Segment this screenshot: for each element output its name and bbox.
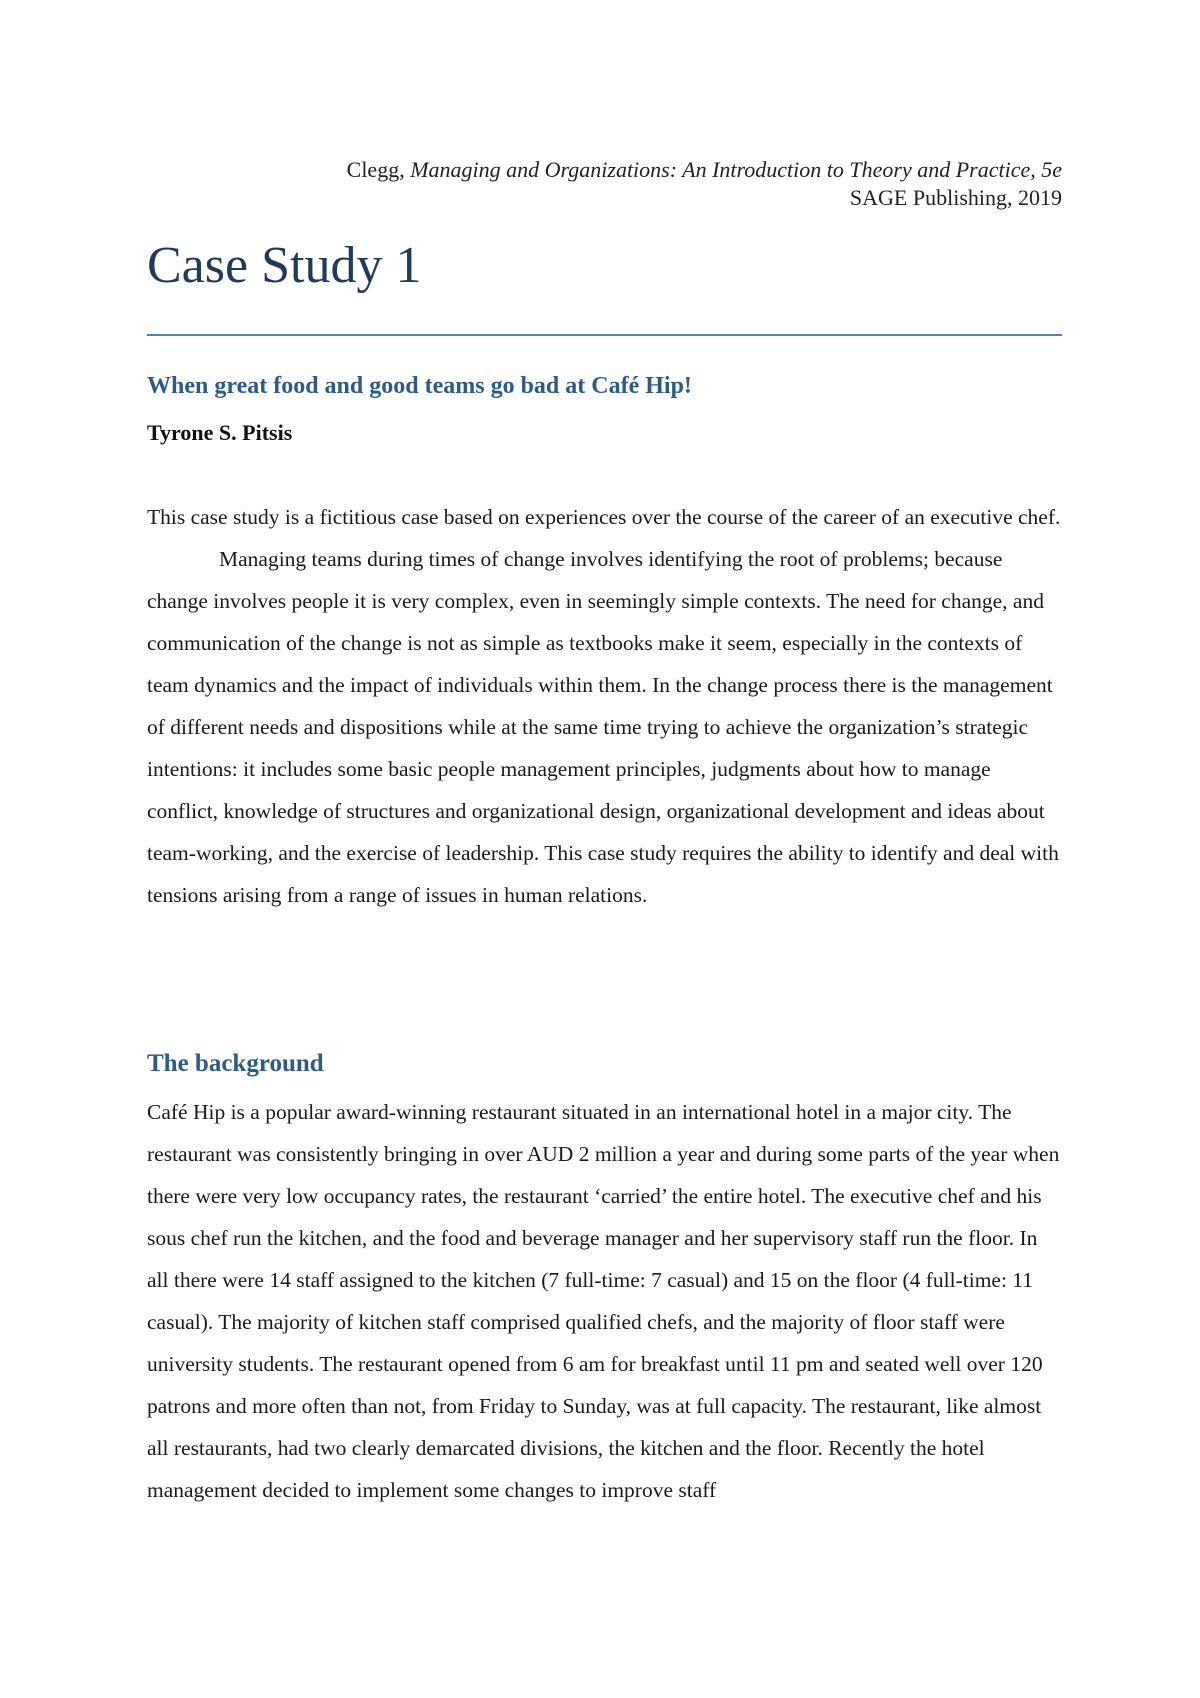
intro-section <box>147 496 1062 916</box>
citation-line-1 <box>347 156 1062 184</box>
background-paragraph: Café Hip is a popular award-winning restaurant situated in an international hotel in a major city. The restaurant was consistently bringing in over AUD 2 million a year and during some parts of the year when there were very low occupancy rates, the restaurant ‘carried’ the entire hotel. The executive chef and his sous chef run the kitchen, and the food and beverage manager and her supervisory staff run the floor. In all there were 14 staff assigned to the kitchen (7 full-time: 7 casual) and 15 on the floor (4 full-time: 11 casual). The majority of kitchen staff comprised qualified chefs, and the majority of floor staff were university students. The restaurant opened from 6 am for breakfast until 11 pm and seated well over 120 patrons and more often than not, from Friday to Sunday, was at full capacity. The restaurant, like almost all restaurants, had two clearly demarcated divisions, the kitchen and the floor. Recently the hotel management decided to implement some changes to improve staff <box>147 1100 1060 1502</box>
section-heading-background: The background <box>147 1050 324 1077</box>
title-divider <box>147 334 1062 336</box>
intro-paragraph-1: This case study is a fictitious case based on experiences over the course of the career of an executive chef. <box>147 505 1061 529</box>
citation-author: Clegg, <box>346 157 411 182</box>
intro-paragraph-2: Managing teams during times of change involves identifying the root of problems; because change involves people it is very complex, even in seemingly simple contexts. The need for change, and communication of the change is not as simple as textbooks make it seem, especially in the contexts of team dynamics and the impact of individuals within them. In the change process there is the management of different needs and dispositions while at the same time trying to achieve the organization’s strategic intentions: it includes some basic people management principles, judgments about how to manage conflict, knowledge of structures and organizational design, organizational development and ideas about team-working, and the exercise of leadership. This case study requires the ability to identify and deal with tensions arising from a range of issues in human relations. <box>147 547 1059 907</box>
author-name: Tyrone S. Pitsis <box>147 420 293 445</box>
background-section <box>147 1091 1062 1511</box>
citation-publisher: SAGE Publishing, 2019 <box>849 185 1062 210</box>
citation-book-title: Managing and Organizations: An Introduction to Theory and Practice, 5e <box>410 157 1062 182</box>
page-title: Case Study 1 <box>147 237 422 294</box>
citation-header <box>347 156 1062 212</box>
case-subtitle: When great food and good teams go bad at Café Hip! <box>147 373 692 399</box>
